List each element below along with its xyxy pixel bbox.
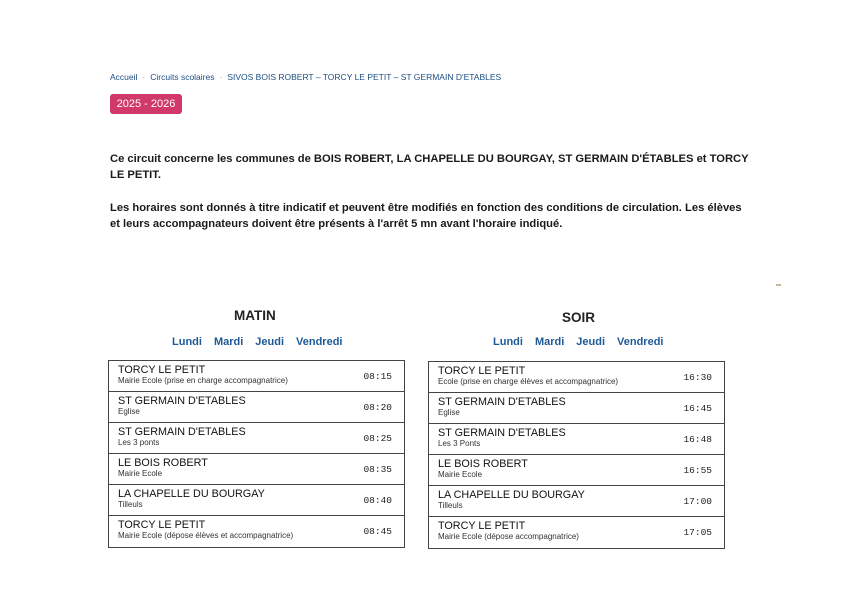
stop-detail: Eglise [438,408,460,417]
stop-detail: Ecole (prise en charge élèves et accompagnatrice) [438,377,619,386]
stop-name: LA CHAPELLE DU BOURGAY [118,488,265,500]
breadcrumb-section-link[interactable]: Circuits scolaires [150,72,215,82]
stop-time: 08:15 [363,371,392,382]
stop-time: 17:00 [683,496,712,507]
stop-detail: Mairie Ecole (prise en charge accompagnatrice) [118,376,288,385]
stop-time: 08:35 [363,464,392,475]
soir-schedule-table [428,361,725,549]
stop-detail: Les 3 Ponts [438,439,481,448]
matin-days [172,336,342,348]
day-label: Vendredi [617,336,664,348]
table-row [109,516,404,547]
table-row [429,362,724,393]
day-label: Lundi [172,336,202,348]
stop-detail: Eglise [118,407,140,416]
stop-name: TORCY LE PETIT [118,364,206,376]
table-row [109,361,404,392]
stop-time: 16:55 [683,465,712,476]
stop-detail: Tilleuls [118,500,143,509]
matin-schedule-table [108,360,405,548]
stop-name: LA CHAPELLE DU BOURGAY [438,489,585,501]
stop-time: 08:40 [363,495,392,506]
stop-name: LE BOIS ROBERT [118,457,208,469]
table-row [109,454,404,485]
table-row [429,517,724,548]
table-row [429,424,724,455]
day-label: Mardi [534,336,565,348]
stop-name: ST GERMAIN D'ETABLES [118,426,246,438]
stop-time: 08:25 [363,433,392,444]
stop-time: 16:45 [683,403,712,414]
day-label: Vendredi [296,336,343,348]
stop-name: LE BOIS ROBERT [438,458,528,470]
stop-detail: Les 3 ponts [118,438,160,447]
breadcrumb [110,72,501,82]
stop-detail: Mairie Ecole (dépose élèves et accompagnatrice) [118,531,294,540]
stop-name: ST GERMAIN D'ETABLES [438,396,566,408]
day-label: Mardi [213,336,244,348]
breadcrumb-separator: · [142,72,146,82]
stop-name: TORCY LE PETIT [438,365,526,377]
table-row [429,393,724,424]
day-label: Lundi [493,336,523,348]
table-row [109,392,404,423]
stop-detail: Mairie Ecole [118,469,163,478]
intro-notice: Les horaires sont donnés à titre indicatif et peuvent être modifiés en fonction des conditions de circulation. Les élèves et leurs accompagnateurs doivent être présents à l'arrêt 5 mn avant l'horaire indiqué. [110,202,742,230]
intro-text [110,151,750,249]
table-row [429,486,724,517]
table-row [109,423,404,454]
table-row [109,485,404,516]
day-label: Jeudi [255,336,285,348]
stop-detail: Mairie Ecole (dépose accompagnatrice) [438,532,579,541]
table-row [429,455,724,486]
stop-name: TORCY LE PETIT [118,519,206,531]
scan-speck [776,284,781,286]
matin-title: MATIN [234,308,276,323]
stop-time: 08:20 [363,402,392,413]
stop-time: 17:05 [683,527,712,538]
day-label: Jeudi [576,336,606,348]
soir-days [493,336,663,348]
stop-time: 08:45 [363,526,392,537]
stop-detail: Tilleuls [438,501,463,510]
stop-name: ST GERMAIN D'ETABLES [118,395,246,407]
stop-time: 16:30 [683,372,712,383]
stop-detail: Mairie Ecole [438,470,483,479]
stop-time: 16:48 [683,434,712,445]
intro-communes: Ce circuit concerne les communes de BOIS ROBERT, LA CHAPELLE DU BOURGAY, ST GERMAIN D'ÉTABLES et TORCY LE PETIT. [110,153,749,181]
stop-name: ST GERMAIN D'ETABLES [438,427,566,439]
year-badge: 2025 - 2026 [110,94,182,114]
soir-title: SOIR [562,310,596,325]
breadcrumb-separator: · [219,72,223,82]
breadcrumb-current: SIVOS BOIS ROBERT – TORCY LE PETIT – ST GERMAIN D'ETABLES [227,72,502,82]
stop-name: TORCY LE PETIT [438,520,526,532]
breadcrumb-home-link[interactable]: Accueil [110,72,138,82]
